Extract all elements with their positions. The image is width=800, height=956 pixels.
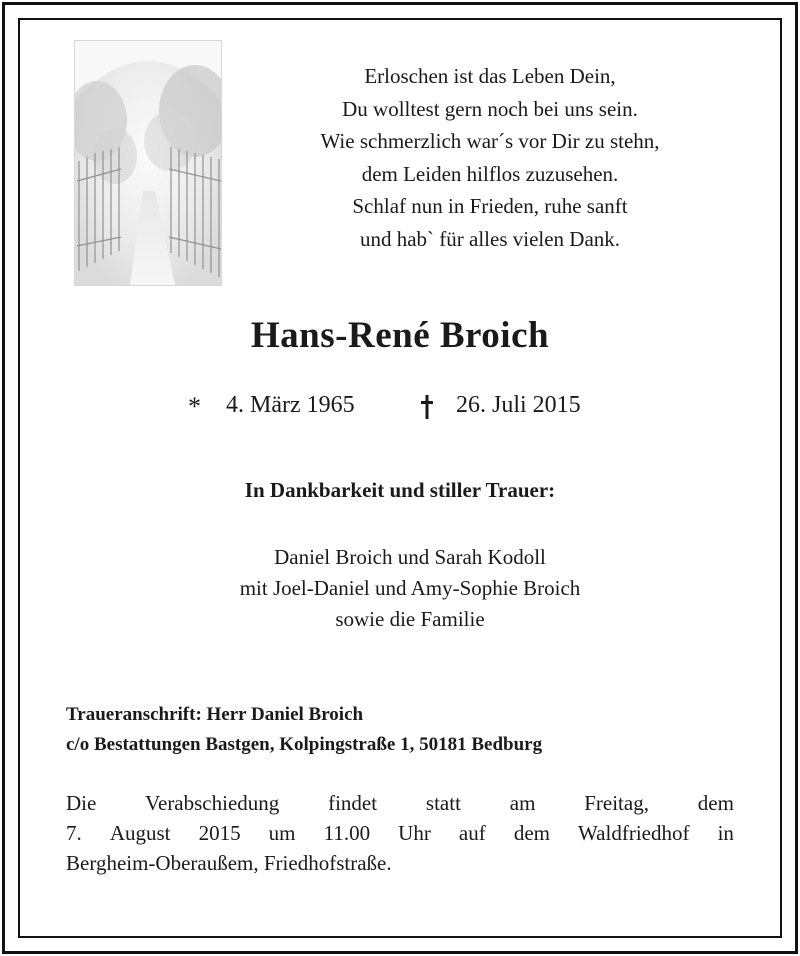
mourning-address — [66, 700, 542, 760]
mourner-line: sowie die Familie — [335, 607, 485, 631]
poem-line: Du wolltest gern noch bei uns sein. — [342, 96, 638, 121]
ceremony-word: August — [109, 821, 171, 845]
ceremony-word: Freitag, — [584, 791, 649, 815]
death-date: 26. Juli 2015 — [456, 392, 581, 418]
birth-date: 4. März 1965 — [226, 392, 355, 418]
cross-icon — [420, 394, 434, 427]
ceremony-word: Waldfriedhof — [578, 821, 690, 845]
mourners-heading: In Dankbarkeit und stiller Trauer: — [244, 478, 556, 502]
ceremony-word: Die — [66, 791, 97, 815]
ceremony-line-1 — [66, 788, 734, 818]
poem — [240, 60, 740, 255]
ceremony-line-3: Bergheim-Oberaußem, Friedhofstraße. — [66, 851, 392, 875]
poem-line: dem Leiden hilflos zuzusehen. — [361, 161, 619, 186]
poem-line: Erloschen ist das Leben Dein, — [364, 64, 616, 88]
ceremony-notice — [66, 788, 734, 878]
mourners-list — [0, 542, 800, 635]
ceremony-word: dem — [513, 821, 550, 845]
deceased-name: Hans-René Broich — [250, 315, 550, 356]
address-line-2: c/o Bestattungen Bastgen, Kolpingstraße 1, 50181 Bedburg — [66, 734, 543, 755]
ceremony-word: statt — [425, 791, 461, 815]
mourner-line: mit Joel-Daniel und Amy-Sophie Broich — [239, 576, 581, 600]
ceremony-word: in — [717, 821, 734, 845]
mourner-line: Daniel Broich und Sarah Kodoll — [274, 545, 546, 569]
birth-star-icon: * — [188, 392, 201, 421]
poem-line: und hab` für alles vielen Dank. — [359, 226, 621, 251]
ceremony-word: 7. — [66, 821, 82, 845]
ceremony-word: am — [509, 791, 536, 815]
poem-line: Schlaf nun in Frieden, ruhe sanft — [352, 194, 628, 218]
ceremony-line-2 — [66, 818, 734, 848]
cemetery-gate-image — [74, 40, 222, 286]
address-line-1: Traueranschrift: Herr Daniel Broich — [66, 704, 364, 725]
ceremony-word: auf — [458, 821, 486, 845]
ceremony-word: 11.00 — [323, 821, 371, 845]
ceremony-word: Uhr — [398, 821, 431, 845]
ceremony-word: findet — [328, 791, 378, 815]
ceremony-word: 2015 — [198, 821, 241, 845]
ceremony-word: um — [268, 821, 296, 845]
ceremony-word: dem — [697, 791, 734, 815]
ceremony-word: Verabschiedung — [145, 791, 280, 815]
poem-line: Wie schmerzlich war´s vor Dir zu stehn, — [320, 129, 660, 153]
